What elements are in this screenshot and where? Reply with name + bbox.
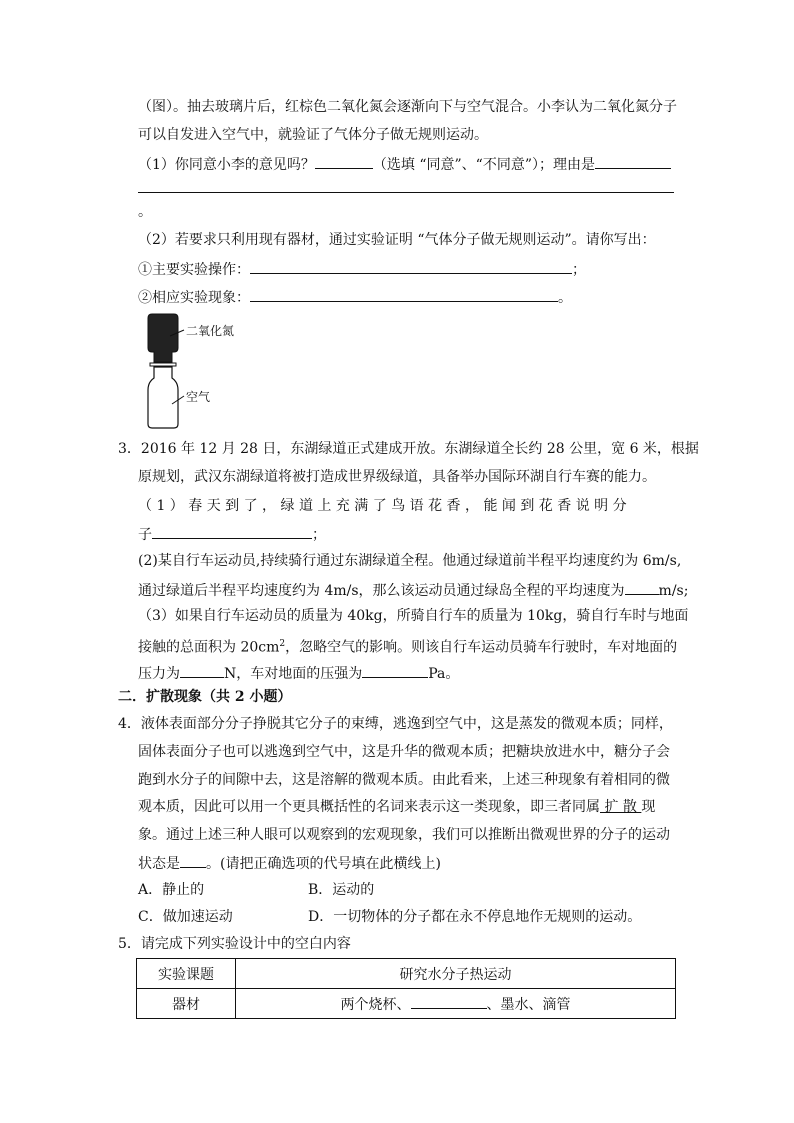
q4-line-6 <box>138 852 441 874</box>
q2-intro-line-2: 可以自发进入空气中，就验证了气体分子做无规则运动。 <box>138 127 488 143</box>
q2-phenomenon-blank[interactable] <box>250 286 558 302</box>
q3-part3-line-1: （3）如果自行车运动员的质量为 40kg，所骑自行车的质量为 10kg，骑自行车时与地面 <box>138 608 689 624</box>
glass-plate <box>150 363 176 366</box>
gas-bottles-figure <box>138 312 248 430</box>
q3-part1-line-1: （ 1 ） 春 天 到 了 ， 绿 道 上 充 满 了 鸟 语 花 香 ， 能 闻 到 花 香 说 明 分 <box>138 498 627 514</box>
q3-part3-line-2 <box>138 634 677 658</box>
q3-part1-suffix: ； <box>312 527 326 543</box>
figure-label-air: 空气 <box>186 390 211 404</box>
q3-line-1: 3．2016 年 12 月 28 日，东湖绿道正式建成开放。东湖绿道全长约 28 公里，宽 6 米，根据 <box>118 441 699 457</box>
q4-option-a[interactable]: A．静止的 <box>138 882 205 898</box>
q4-line-4-text: 观本质，因此可以用一个更具概括性的名词来表示这一类现象，即三者同属 <box>138 799 600 815</box>
q3-part3-area: 接触的总面积为 20cm <box>138 639 280 656</box>
table-cell-equipment-value <box>236 989 676 1019</box>
air-bottle <box>148 367 178 428</box>
table-row <box>137 959 676 989</box>
q5-stem: 5．请完成下列实验设计中的空白内容 <box>118 936 351 952</box>
q2-part2-text: （2）若要求只利用现有器材，通过实验证明 “气体分子做无规则运动”。请你写出： <box>138 232 656 248</box>
q4-line-1: 4．液体表面部分分子挣脱其它分子的束缚，逃逸到空气中，这是蒸发的微观本质；同样， <box>118 716 673 732</box>
figure-label-no2: 二氧化氮 <box>186 324 235 338</box>
q2-phenomenon-end: 。 <box>558 290 572 306</box>
q3-force-blank[interactable] <box>180 662 224 678</box>
q4-state-blank[interactable] <box>180 852 206 868</box>
q3-part2-line-1: (2)某自行车运动员,持续骑行通过东湖绿道全程。他通过绿道前半程平均速度约为 6m/s, <box>138 553 682 569</box>
q2-part1-reason-line[interactable] <box>138 192 674 193</box>
q2-part1-ending: 。 <box>138 204 152 220</box>
q4-state-hint: 。(请把正确选项的代号填在此横线上) <box>206 856 441 872</box>
table-cell-equipment-label: 器材 <box>137 989 236 1019</box>
q3-force-label: 压力为 <box>138 666 180 682</box>
q4-option-d[interactable]: D．一切物体的分子都在永不停息地作无规则的运动。 <box>308 909 642 925</box>
q4-state-label: 状态是 <box>138 856 180 872</box>
q2-part1-text-b: （选填 “同意”、“不同意”）；理由是 <box>372 157 596 173</box>
q3-pressure-label: N，车对地面的压强为 <box>224 666 363 682</box>
q3-pressure-blank[interactable] <box>362 662 428 678</box>
q2-intro-line-1: （图）。抽去玻璃片后，红棕色二氧化氮会逐渐向下与空气混合。小李认为二氧化氮分子 <box>138 99 677 115</box>
q4-line-3: 跑到水分子的间隙中去，这是溶解的微观本质。由此看来，上述三种现象有着相同的微 <box>138 772 670 788</box>
q4-line-5: 象。通过上述三种人眼可以观察到的宏观现象，我们可以推断出微观世界的分子的运动 <box>138 827 670 843</box>
table-cell-topic-label: 实验课题 <box>137 959 236 989</box>
equipment-text-b: 、墨水、滴管 <box>486 997 571 1013</box>
q3-part3-line-3 <box>138 662 459 684</box>
q4-line-4 <box>138 797 655 817</box>
q4-option-b[interactable]: B．运动的 <box>308 882 375 898</box>
q4-line-4-end: 现 <box>641 799 656 815</box>
section-2-heading: 二．扩散现象（共 2 小题） <box>118 689 292 705</box>
nitrogen-dioxide-bottle <box>148 314 178 362</box>
q4-diffusion-answer: 扩 散 <box>600 799 642 815</box>
q4-line-2: 固体表面分子也可以逃逸到空气中，这是升华的微观本质；把糖块放进水中，糖分子会 <box>138 744 670 760</box>
q2-part1-text-a: （1）你同意小李的意见吗？ <box>138 157 315 173</box>
q3-part2-unit: m/s; <box>658 583 689 599</box>
q2-phenomenon-label: ②相应实验现象： <box>138 290 250 306</box>
q3-part3-text: ，忽略空气的影响。则该自行车运动员骑车行驶时，车对地面的 <box>285 639 678 656</box>
q4-option-c[interactable]: C．做加速运动 <box>138 909 233 925</box>
q3-line-2: 原规划，武汉东湖绿道将被打造成世界级绿道，具备举办国际环湖自行车赛的能力。 <box>138 469 656 485</box>
q3-part1-line-2 <box>138 523 326 545</box>
q3-part3-area-sup: 2 <box>279 639 286 649</box>
q3-part1-blank[interactable] <box>152 523 312 539</box>
q2-part1-line <box>138 153 671 175</box>
q3-part2-text: 通过绿道后半程平均速度约为 4m/s，那么该运动员通过绿岛全程的平均速度为 <box>138 583 625 599</box>
equipment-text-a: 两个烧杯、 <box>340 997 411 1013</box>
q3-part1-prefix: 子 <box>138 527 152 543</box>
q2-operation-label: ①主要实验操作： <box>138 262 250 278</box>
q3-part2-line-2 <box>138 579 688 601</box>
table-cell-topic-value: 研究水分子热运动 <box>236 959 676 989</box>
q2-operation-end: ； <box>572 262 586 278</box>
q2-operation-line <box>138 258 586 280</box>
q3-speed-blank[interactable] <box>625 579 659 595</box>
q2-phenomenon-line <box>138 286 572 308</box>
q3-pressure-unit: Pa。 <box>428 666 460 682</box>
q2-part1-reason-blank[interactable] <box>595 153 671 169</box>
q2-operation-blank[interactable] <box>250 258 572 274</box>
q2-part1-answer-blank[interactable] <box>315 153 373 169</box>
experiment-design-table <box>136 958 676 1019</box>
table-row <box>137 989 676 1019</box>
equipment-blank[interactable] <box>411 993 487 1009</box>
